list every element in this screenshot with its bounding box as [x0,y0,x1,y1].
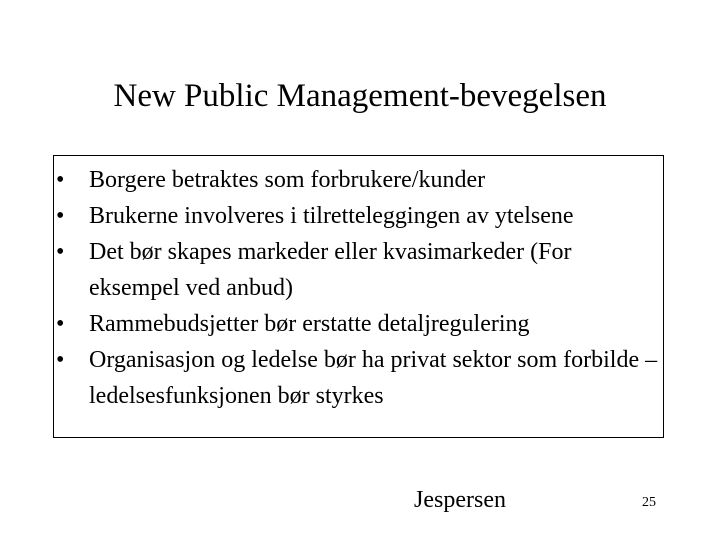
slide-title: New Public Management-bevegelsen [113,78,607,114]
list-item [54,342,664,414]
list-item [54,306,664,342]
footer-author: Jespersen [414,487,506,513]
list-item [54,234,664,306]
bullet-text: Rammebudsjetter bør erstatte detaljregulering [89,311,530,337]
bullet-icon: • [56,347,65,373]
content-box [53,155,664,438]
bullet-icon: • [56,167,65,193]
bullet-icon: • [56,311,65,337]
bullet-text: Brukerne involveres i tilretteleggingen av ytelsene [89,203,574,229]
bullet-text: Borgere betraktes som forbrukere/kunder [89,167,486,193]
bullet-list [54,162,664,414]
list-item [54,162,664,198]
bullet-icon: • [56,203,65,229]
bullet-text: Det bør skapes markeder eller kvasimarkeder (For eksempel ved anbud) [89,239,572,301]
bullet-icon: • [56,239,65,265]
bullet-text: Organisasjon og ledelse bør ha privat sektor som forbilde – ledelsesfunksjonen bør styrkes [89,347,658,409]
page-number: 25 [642,495,656,510]
list-item [54,198,664,234]
